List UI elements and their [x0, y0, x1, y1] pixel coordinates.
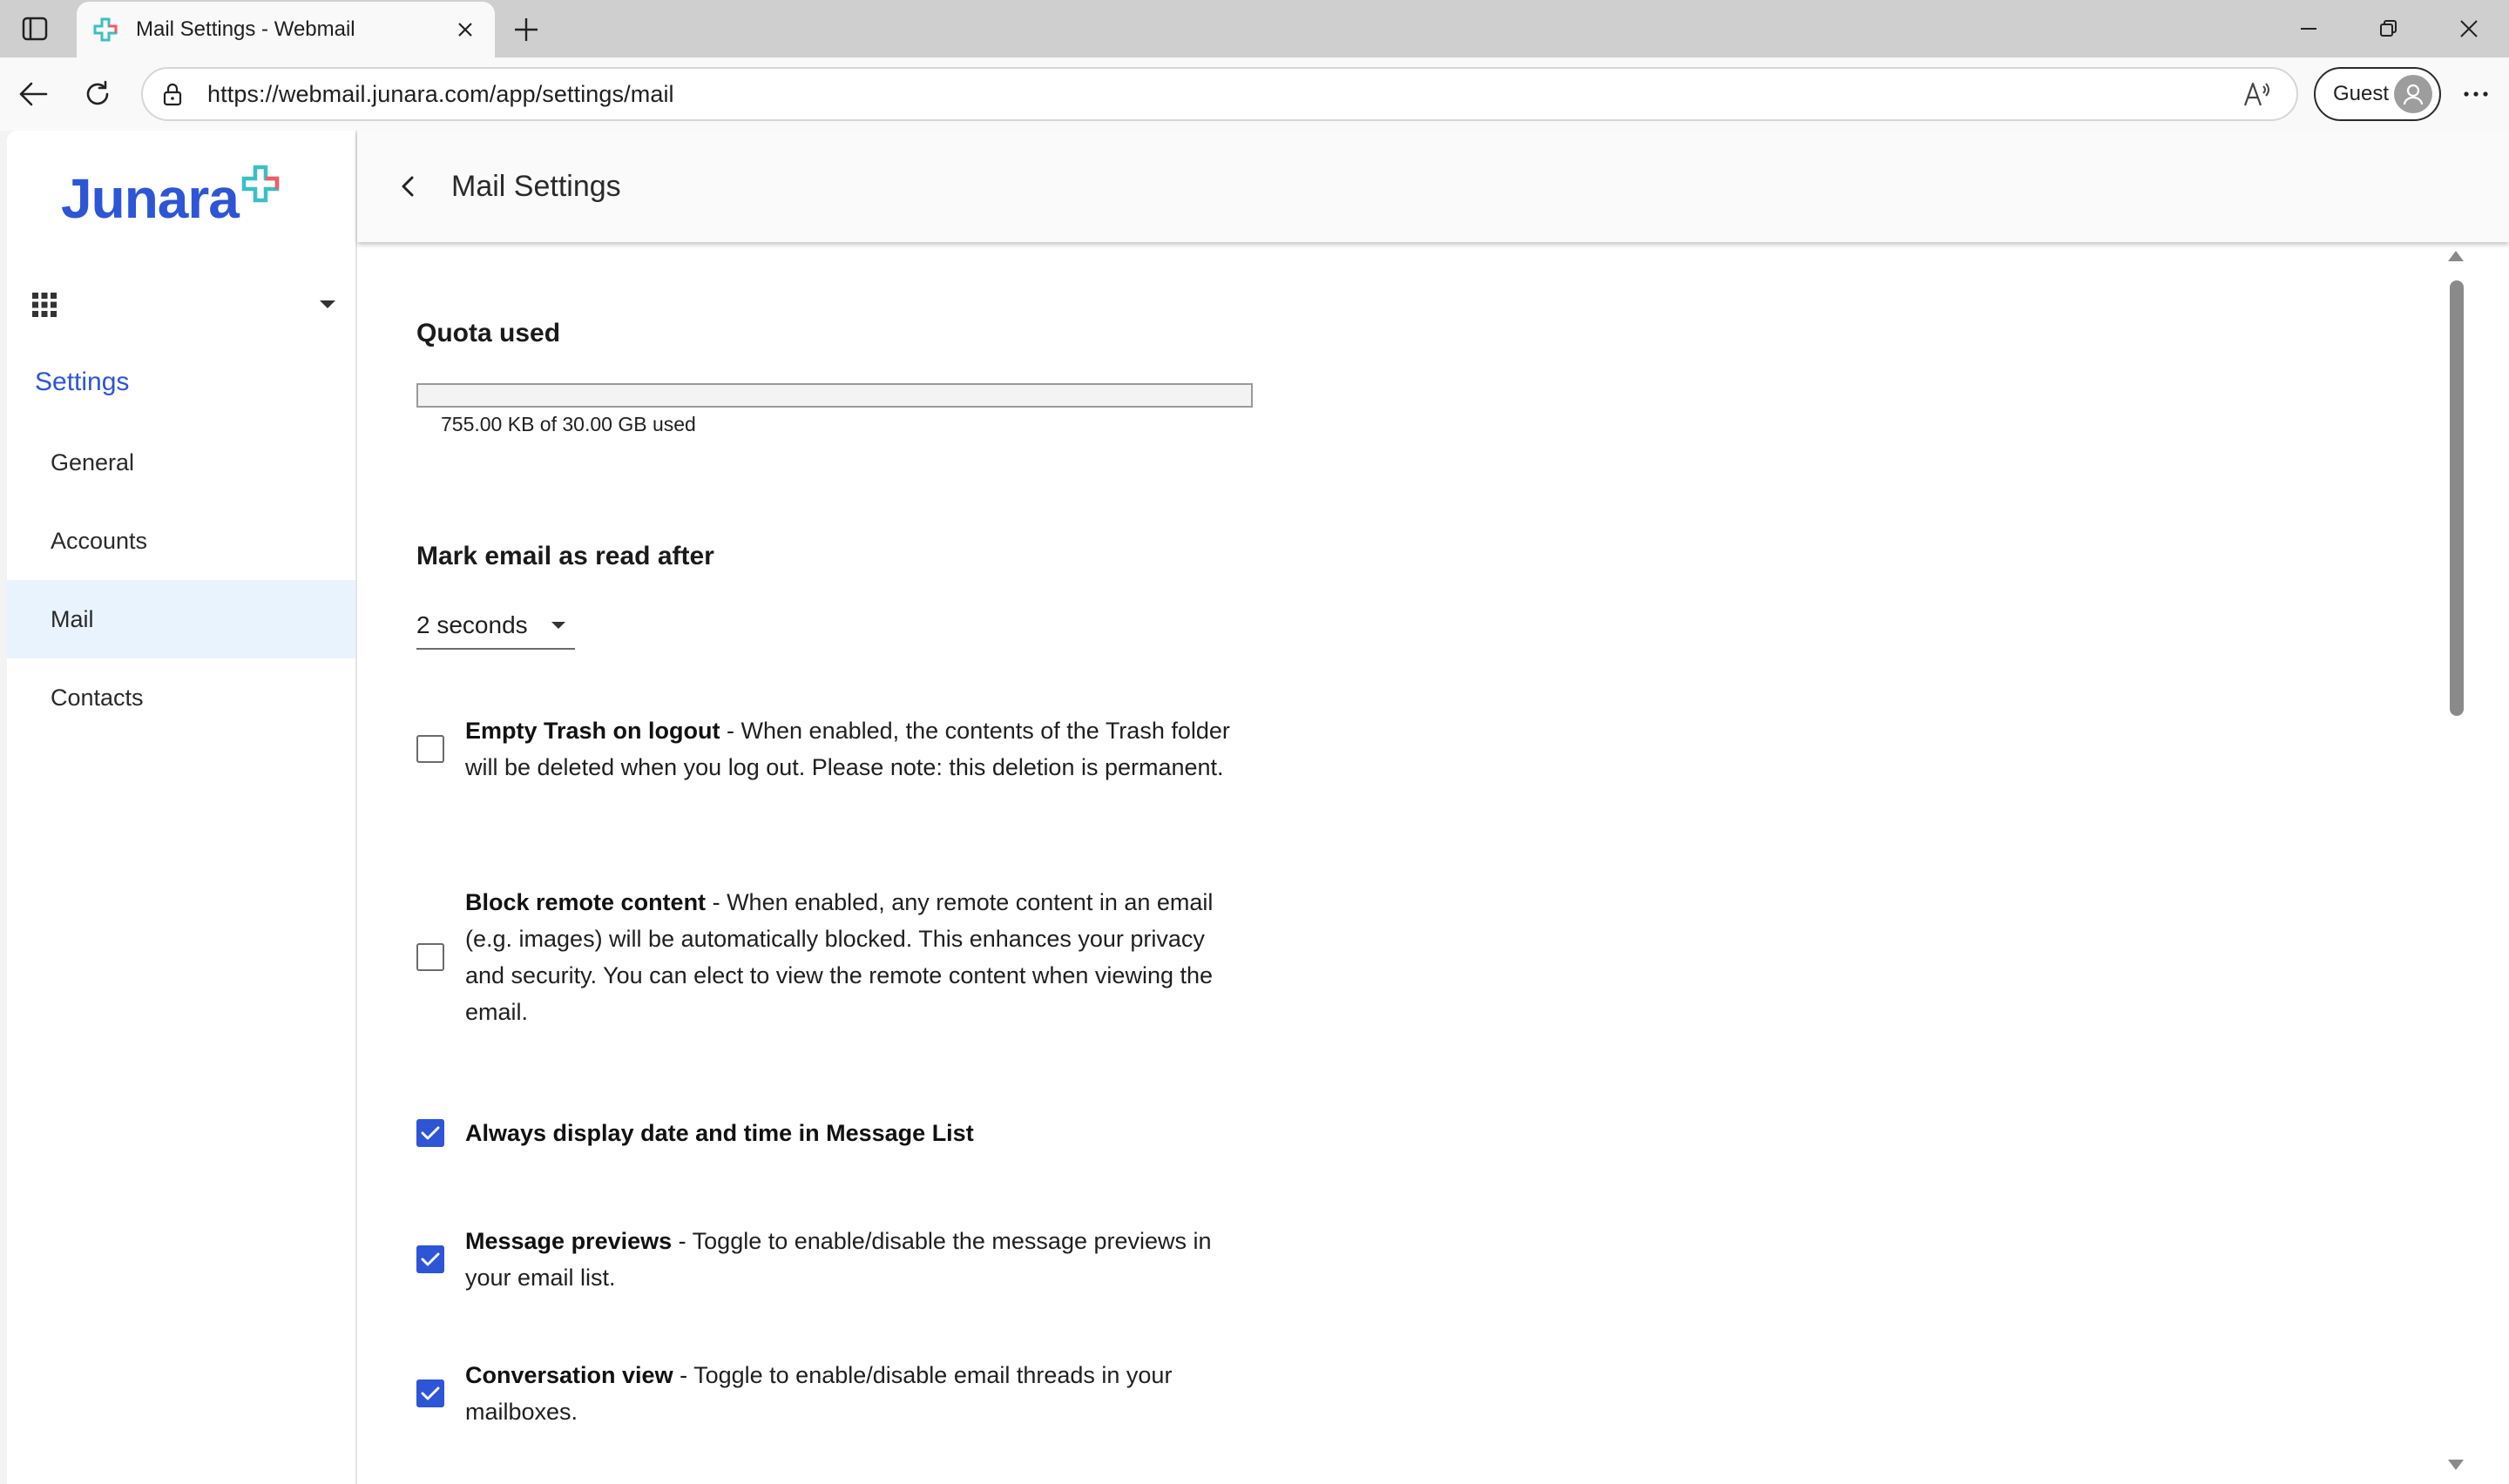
option-title: Empty Trash on logout [465, 718, 720, 744]
address-url[interactable]: https://webmail.junara.com/app/settings/mail [207, 80, 674, 107]
back-arrow-icon[interactable] [12, 73, 54, 115]
option-description: When enabled, the contents of the Trash folder will be deleted when you log out. Please note: this deletion is permanent. [465, 718, 1230, 780]
option-block-remote-text [465, 884, 1232, 1030]
checkmark-icon [421, 1386, 440, 1401]
refresh-icon[interactable] [77, 73, 118, 115]
read-aloud-icon[interactable] [2241, 77, 2276, 111]
tab-actions-icon[interactable] [17, 12, 52, 45]
option-separator: - [673, 1362, 694, 1388]
option-description: When enabled, any remote content in an email (e.g. images) will be automatically blocked. This enhances your privacy and security. You can elect to view the remote content when viewing the email. [465, 889, 1214, 1025]
mark-read-delay-select[interactable] [416, 603, 575, 650]
lock-icon[interactable] [159, 80, 186, 108]
quota-progress-bar [416, 383, 1253, 408]
address-bar[interactable] [141, 67, 2298, 121]
checkmark-icon [421, 1251, 440, 1267]
guest-avatar-icon [2394, 75, 2432, 113]
mark-read-delay-value: 2 seconds [416, 611, 528, 638]
settings-sidebar [7, 131, 357, 1484]
sidebar-item-label: General [51, 449, 135, 476]
scroll-up-arrow-icon[interactable] [2448, 251, 2464, 261]
scroll-down-arrow-icon[interactable] [2448, 1460, 2464, 1470]
browser-titlebar [0, 0, 2509, 57]
option-empty-trash [416, 712, 1253, 786]
junara-logo[interactable] [61, 167, 281, 240]
option-separator: - [706, 889, 727, 915]
display-date-time-checkbox[interactable] [416, 1119, 444, 1147]
sidebar-item-label: Mail [51, 605, 94, 632]
browser-tab-title: Mail Settings - Webmail [136, 17, 355, 41]
minimize-window-icon[interactable] [2274, 9, 2343, 49]
option-separator: - [672, 1228, 693, 1254]
junara-logo-mark-icon [240, 164, 281, 204]
option-date-time-text [465, 1115, 1232, 1151]
mark-read-title: Mark email as read after [416, 542, 714, 570]
option-message-previews [416, 1223, 1253, 1296]
option-display-date-time [416, 1115, 1253, 1151]
option-block-remote-content [416, 884, 1253, 1030]
option-description: Toggle to enable/disable email threads in your mailboxes. [465, 1362, 1173, 1425]
block-remote-content-checkbox[interactable] [416, 943, 444, 971]
app-switcher[interactable] [31, 289, 336, 320]
option-title: Always display date and time in Message List [465, 1120, 974, 1146]
close-window-icon[interactable] [2434, 9, 2504, 49]
junara-favicon-icon [92, 17, 118, 43]
profile-guest-button[interactable] [2314, 67, 2441, 121]
quota-used-text: 755.00 KB of 30.00 GB used [441, 413, 696, 435]
dropdown-arrow-icon [551, 621, 566, 630]
sidebar-item-general[interactable] [7, 423, 355, 502]
option-description: Toggle to enable/disable the message previews in your email list. [465, 1228, 1212, 1291]
option-previews-text [465, 1223, 1232, 1296]
message-previews-checkbox[interactable] [416, 1245, 444, 1273]
sidebar-item-accounts[interactable] [7, 502, 355, 580]
caret-down-icon[interactable] [319, 300, 336, 310]
page-title: Mail Settings [451, 169, 621, 203]
sidebar-item-contacts[interactable] [7, 658, 355, 737]
option-separator: - [720, 718, 741, 744]
option-title: Message previews [465, 1228, 673, 1254]
logo-text: Junara [61, 167, 239, 230]
content-scrollbar[interactable] [2439, 242, 2474, 1484]
sidebar-item-label: Accounts [51, 527, 148, 554]
restore-window-icon[interactable] [2354, 9, 2424, 49]
empty-trash-checkbox[interactable] [416, 735, 444, 763]
sidebar-settings-title: Settings [35, 368, 130, 396]
sidebar-item-label: Contacts [51, 684, 144, 711]
settings-nav [7, 423, 355, 737]
option-title: Conversation view [465, 1362, 673, 1388]
quota-title: Quota used [416, 319, 561, 347]
sidebar-item-mail[interactable] [7, 580, 355, 658]
mail-settings-content [357, 242, 2474, 1484]
scroll-thumb[interactable] [2450, 280, 2464, 716]
option-title: Block remote content [465, 889, 707, 915]
option-empty-trash-text [465, 712, 1232, 786]
browser-tab-active[interactable] [77, 2, 495, 57]
profile-guest-label: Guest [2333, 82, 2390, 105]
chevron-left-icon[interactable] [390, 169, 425, 204]
option-conversation-text [465, 1357, 1232, 1430]
page-header [357, 131, 2509, 242]
conversation-view-checkbox[interactable] [416, 1379, 444, 1407]
apps-grid-icon[interactable] [31, 292, 57, 318]
checkmark-icon [421, 1125, 440, 1141]
new-tab-icon[interactable] [507, 10, 545, 49]
browser-toolbar [0, 57, 2509, 131]
webmail-page [7, 131, 2509, 1484]
close-tab-icon[interactable] [450, 14, 481, 45]
more-options-icon[interactable] [2455, 73, 2497, 115]
option-conversation-view [416, 1357, 1253, 1430]
